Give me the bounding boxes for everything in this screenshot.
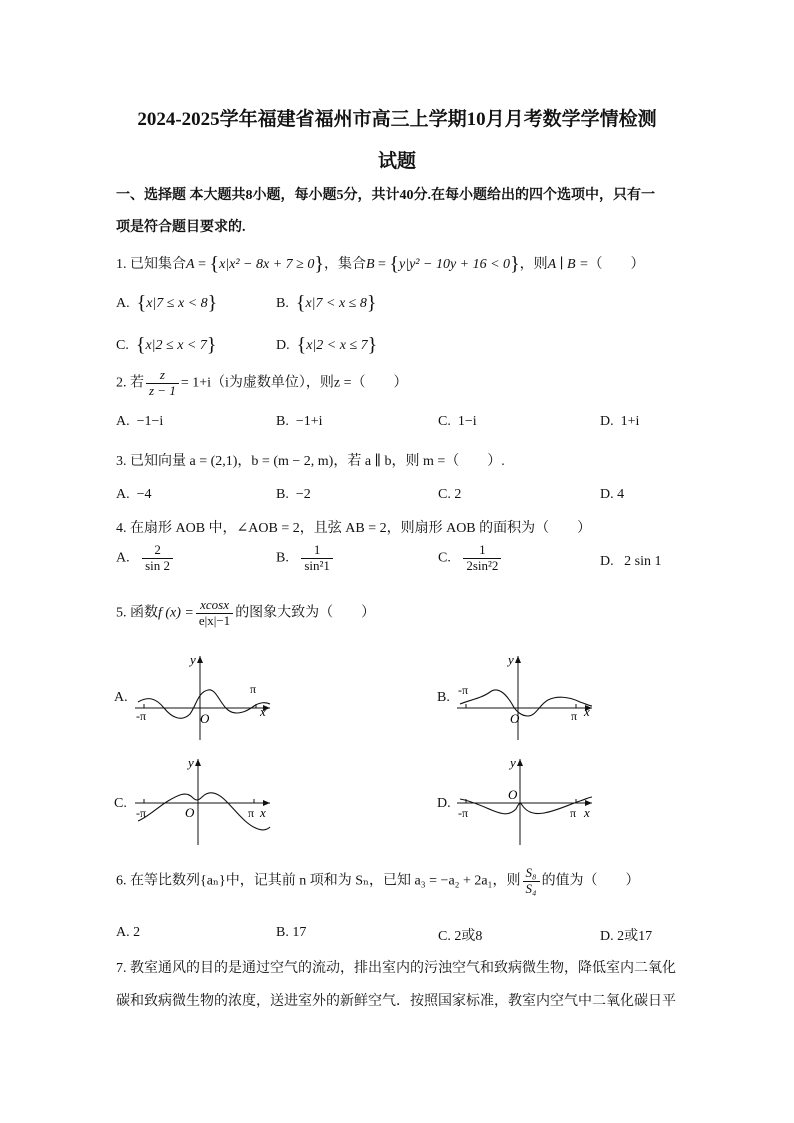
q2-option-a: A. −1−i xyxy=(116,414,164,429)
q3-option-a: A. −4 xyxy=(116,487,152,502)
q4-option-a: A. $\frac{2}{\sin 2}$ xyxy=(116,543,175,574)
q5-option-d-label: D. xyxy=(437,796,451,811)
q2-option-c: C. 1−i xyxy=(438,414,477,429)
question-4: 4. 在扇形 AOB 中，∠AOB = 2，且弦 AB = 2，则扇形 AOB 的面积为（ ） xyxy=(116,521,592,536)
q5-graph-c xyxy=(130,755,280,847)
svg-text:π: π xyxy=(248,806,255,820)
svg-text:x: x xyxy=(260,704,266,719)
q1-option-b: B. {x|7 < x ≤ 8} xyxy=(276,292,377,314)
q1-option-d: D. {x|2 < x ≤ 7} xyxy=(276,334,378,356)
q3-option-c: C. 2 xyxy=(438,487,462,502)
q5-graph-d xyxy=(452,755,602,847)
q1-option-c: C. {x|2 ≤ x < 7} xyxy=(116,334,217,356)
question-7: 7. 教室通风的目的是通过空气的流动，排出室内的污浊空气和致病微生物，降低室内二氧化 xyxy=(116,961,676,976)
q5-graph-a xyxy=(130,652,280,742)
page-title: 2024-2025学年福建省福州市高三上学期10月月考数学学情检测 xyxy=(137,109,657,130)
svg-text:x: x xyxy=(584,704,590,719)
q6-option-c: C. 2或8 xyxy=(438,929,483,944)
question-1: 1. 已知集合A = {x|x² − 8x + 7 ≥ 0}，集合B = {y|y² − 10y + 16 < 0}，则A ∣ B =（ ） xyxy=(116,253,645,275)
question-3: 3. 已知向量 a = (2,1)，b = (m − 2, m)，若 a ∥ b，则 m =（ ）. xyxy=(116,454,505,469)
svg-text:π: π xyxy=(250,682,257,696)
q5-option-b-label: B. xyxy=(437,690,450,705)
q6-option-d: D. 2或17 xyxy=(600,929,653,944)
svg-text:-π: -π xyxy=(458,683,469,697)
question-6: 6. 在等比数列{aₙ}中，记其前 n 项和为 Sₙ，已知 a₃ = −a₂ + 2a₁，则 $\frac{\text{S₈}}{\text{S₄}}$ 的值为（ ） xyxy=(116,865,640,896)
svg-text:y: y xyxy=(508,652,514,667)
q4-option-d: D. 2 sin 1 xyxy=(600,554,662,569)
q6-option-b: B. 17 xyxy=(276,925,307,940)
svg-text:y: y xyxy=(188,755,194,770)
svg-text:-π: -π xyxy=(136,709,147,723)
svg-text:O: O xyxy=(185,805,195,820)
q2-option-b: B. −1+i xyxy=(276,414,323,429)
question-2: 2. 若 $\frac{z}{z - 1}$ = 1+i（i为虚数单位），则z =（ ） xyxy=(116,367,408,398)
q5-option-a-label: A. xyxy=(114,690,128,705)
svg-text:y: y xyxy=(190,652,196,667)
svg-text:O: O xyxy=(510,711,520,726)
svg-text:O: O xyxy=(200,711,210,726)
section-header: 一、选择题 本大题共8小题，每小题5分，共计40分.在每小题给出的四个选项中，只有一 xyxy=(116,188,655,203)
svg-text:π: π xyxy=(570,806,577,820)
section-header-line2: 项是符合题目要求的. xyxy=(116,220,246,235)
q5-option-c-label: C. xyxy=(114,796,127,811)
svg-text:π: π xyxy=(571,709,578,723)
q3-option-d: D. 4 xyxy=(600,487,625,502)
q2-option-d: D. 1+i xyxy=(600,414,640,429)
page-title-line2: 试题 xyxy=(377,151,416,172)
svg-text:x: x xyxy=(584,805,590,820)
q4-option-c: C. $\frac{1}{\text{2sin²2}}$ xyxy=(438,543,503,574)
svg-text:-π: -π xyxy=(136,806,147,820)
svg-text:x: x xyxy=(260,805,266,820)
q6-option-a: A. 2 xyxy=(116,925,141,940)
q3-option-b: B. −2 xyxy=(276,487,311,502)
q4-option-b: B. $\frac{1}{\text{sin²1}}$ xyxy=(276,543,335,574)
question-7-line2: 碳和致病微生物的浓度，送进室外的新鲜空气．按照国家标准，教室内空气中二氧化碳日平 xyxy=(116,994,676,1009)
svg-text:-π: -π xyxy=(458,806,469,820)
svg-text:O: O xyxy=(508,787,518,802)
svg-text:y: y xyxy=(510,755,516,770)
q5-graph-b xyxy=(452,652,602,742)
question-5: 5. 函数f (x) = $\frac{xcosx}{e|x|-1}$ 的图象大致为（ ） xyxy=(116,597,376,628)
q1-option-a: A. {x|7 ≤ x < 8} xyxy=(116,292,218,314)
